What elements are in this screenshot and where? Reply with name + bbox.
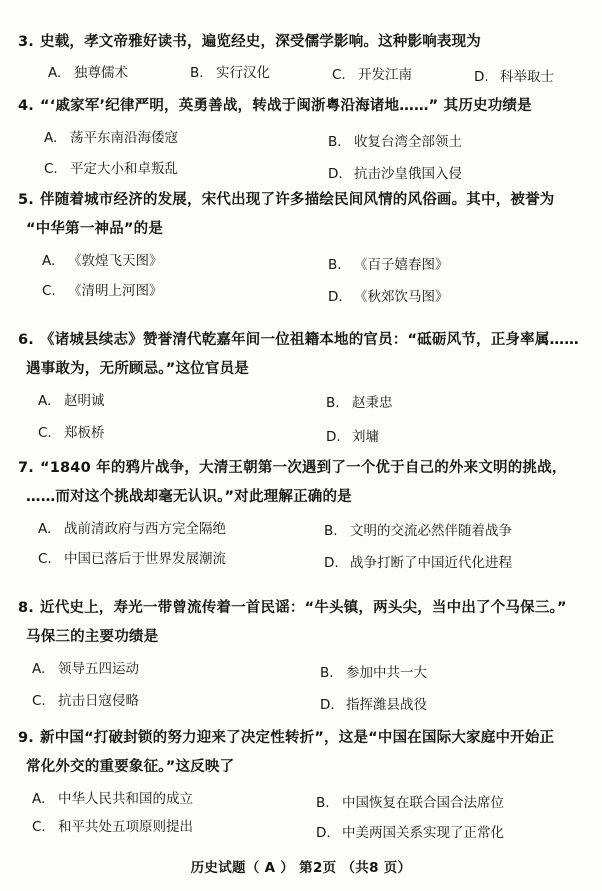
option-c[interactable] bbox=[32, 812, 193, 843]
option-text: 中国已落后于世界发展潮流 bbox=[64, 551, 226, 567]
question-6 bbox=[14, 326, 590, 448]
question-stem bbox=[14, 326, 590, 384]
option-c[interactable] bbox=[44, 154, 178, 185]
stem-line: 遇事敢为，无所顾忌。”这位官员是 bbox=[26, 361, 249, 377]
option-text: 中华人民共和国的成立 bbox=[58, 791, 193, 807]
option-b[interactable] bbox=[328, 250, 449, 281]
option-d[interactable] bbox=[474, 62, 554, 93]
options bbox=[14, 512, 590, 576]
option-text: 抗击日寇侵略 bbox=[58, 693, 139, 709]
option-key: A. bbox=[48, 65, 62, 81]
stem-line: 史载，孝文帝雅好读书，遍览经史，深受儒学影响。这种影响表现为 bbox=[40, 34, 481, 50]
stem-line: 新中国“打破封锁的努力迎来了决定性转折”，这是“中国在国际大家庭中开始正 bbox=[40, 730, 555, 746]
option-key: C. bbox=[32, 693, 46, 709]
question-number: 7. bbox=[18, 460, 34, 476]
option-text: 领导五四运动 bbox=[58, 661, 139, 677]
option-key: A. bbox=[32, 791, 46, 807]
option-key: B. bbox=[320, 665, 334, 681]
question-number: 5. bbox=[18, 192, 34, 208]
stem-line: 常化外交的重要象征。”这反映了 bbox=[26, 759, 235, 775]
option-d[interactable] bbox=[324, 548, 512, 579]
option-text: 战争打断了中国近代化进程 bbox=[350, 555, 512, 571]
options bbox=[14, 57, 590, 91]
option-text: 独尊儒术 bbox=[74, 65, 128, 81]
stem-line: 马保三的主要功绩是 bbox=[26, 629, 159, 645]
option-key: C. bbox=[332, 67, 346, 83]
stem-line: 伴随着城市经济的发展，宋代出现了许多描绘民间风情的风俗画。其中，被誉为 bbox=[40, 192, 555, 208]
options bbox=[14, 652, 590, 716]
option-key: D. bbox=[324, 555, 339, 571]
option-text: 郑板桥 bbox=[64, 425, 105, 441]
option-key: D. bbox=[328, 289, 343, 305]
question-number: 6. bbox=[18, 332, 34, 348]
question-stem bbox=[14, 92, 590, 121]
option-key: C. bbox=[38, 551, 52, 567]
option-text: 文明的交流必然伴随着战争 bbox=[350, 523, 512, 539]
option-key: B. bbox=[328, 134, 342, 150]
option-b[interactable] bbox=[326, 388, 393, 419]
option-text: 指挥潍县战役 bbox=[346, 697, 427, 713]
option-b[interactable] bbox=[324, 516, 512, 547]
option-c[interactable] bbox=[42, 276, 163, 307]
option-text: 收复台湾全部领土 bbox=[354, 134, 462, 150]
question-number: 3. bbox=[18, 34, 34, 50]
option-b[interactable] bbox=[320, 658, 427, 689]
option-key: B. bbox=[326, 395, 340, 411]
question-3 bbox=[14, 28, 590, 91]
question-stem bbox=[14, 28, 590, 57]
option-key: A. bbox=[32, 661, 46, 677]
option-a[interactable] bbox=[48, 58, 128, 89]
option-a[interactable] bbox=[32, 784, 193, 815]
option-key: D. bbox=[326, 429, 341, 445]
option-key: B. bbox=[190, 65, 204, 81]
option-key: D. bbox=[320, 697, 335, 713]
option-key: D. bbox=[316, 825, 331, 841]
option-b[interactable] bbox=[328, 127, 462, 158]
option-text: 刘墉 bbox=[352, 429, 379, 445]
option-text: 《清明上河图》 bbox=[68, 283, 163, 299]
option-key: D. bbox=[328, 166, 343, 182]
stem-line: 近代史上，寿光一带曾流传着一首民谣：“牛头镇，两头尖，当中出了个马保三。” bbox=[40, 600, 567, 616]
option-text: 《秋郊饮马图》 bbox=[354, 289, 449, 305]
stem-line: 《诸城县续志》赞誉清代乾嘉年间一位祖籍本地的官员：“砥砺风节，正身率属…… bbox=[40, 332, 579, 348]
question-stem bbox=[14, 186, 590, 244]
option-b[interactable] bbox=[190, 58, 270, 89]
option-a[interactable] bbox=[42, 246, 163, 277]
stem-line: ……而对这个挑战却毫无认识。”对此理解正确的是 bbox=[26, 489, 352, 505]
option-text: 实行汉化 bbox=[216, 65, 270, 81]
option-c[interactable] bbox=[38, 418, 105, 449]
option-d[interactable] bbox=[328, 282, 449, 313]
options bbox=[14, 782, 590, 846]
option-text: 抗击沙皇俄国入侵 bbox=[354, 166, 462, 182]
option-key: A. bbox=[38, 521, 52, 537]
question-7 bbox=[14, 454, 590, 576]
option-key: C. bbox=[32, 819, 46, 835]
option-key: C. bbox=[44, 161, 58, 177]
option-key: A. bbox=[38, 393, 52, 409]
option-b[interactable] bbox=[316, 788, 504, 819]
option-text: 赵明诚 bbox=[64, 393, 105, 409]
options bbox=[14, 121, 590, 185]
option-d[interactable] bbox=[326, 422, 379, 453]
options bbox=[14, 384, 590, 448]
option-text: 荡平东南沿海倭寇 bbox=[70, 130, 178, 146]
question-number: 4. bbox=[18, 98, 34, 114]
stem-line: “‘戚家军’纪律严明，英勇善战，转战于闽浙粤沿海诸地……” 其历史功绩是 bbox=[40, 98, 532, 114]
option-key: B. bbox=[324, 523, 338, 539]
question-stem bbox=[14, 724, 590, 782]
stem-line: “1840 年的鸦片战争，大清王朝第一次遇到了一个优于自己的外来文明的挑战， bbox=[40, 460, 567, 476]
option-text: 和平共处五项原则提出 bbox=[58, 819, 193, 835]
option-c[interactable] bbox=[32, 686, 139, 717]
option-c[interactable] bbox=[332, 60, 412, 91]
option-a[interactable] bbox=[32, 654, 139, 685]
question-number: 8. bbox=[18, 600, 34, 616]
option-text: 开发江南 bbox=[358, 67, 412, 83]
question-stem bbox=[14, 454, 590, 512]
options bbox=[14, 244, 590, 310]
option-text: 参加中共一大 bbox=[346, 665, 427, 681]
option-text: 赵秉忠 bbox=[352, 395, 393, 411]
option-key: B. bbox=[316, 795, 330, 811]
option-d[interactable] bbox=[316, 818, 504, 849]
option-c[interactable] bbox=[38, 544, 226, 575]
option-a[interactable] bbox=[38, 514, 226, 545]
question-number: 9. bbox=[18, 730, 34, 746]
option-key: C. bbox=[42, 283, 56, 299]
option-text: 《敦煌飞天图》 bbox=[68, 253, 163, 269]
option-key: A. bbox=[44, 130, 58, 146]
page-footer: 历史试题（ A ） 第2页 （共8 页） bbox=[190, 860, 412, 876]
option-text: 科举取士 bbox=[500, 69, 554, 85]
question-5 bbox=[14, 186, 590, 310]
option-a[interactable] bbox=[38, 386, 105, 417]
option-key: A. bbox=[42, 253, 56, 269]
option-text: 中美两国关系实现了正常化 bbox=[342, 825, 504, 841]
question-8 bbox=[14, 594, 590, 716]
option-key: D. bbox=[474, 69, 489, 85]
stem-line: “中华第一神品”的是 bbox=[26, 221, 164, 237]
option-key: C. bbox=[38, 425, 52, 441]
question-stem bbox=[14, 594, 590, 652]
option-key: B. bbox=[328, 257, 342, 273]
option-a[interactable] bbox=[44, 123, 178, 154]
option-d[interactable] bbox=[320, 690, 427, 721]
question-9 bbox=[14, 724, 590, 846]
option-text: 平定大小和卓叛乱 bbox=[70, 161, 178, 177]
option-text: 《百子嬉春图》 bbox=[354, 257, 449, 273]
option-text: 中国恢复在联合国合法席位 bbox=[342, 795, 504, 811]
option-text: 战前清政府与西方完全隔绝 bbox=[64, 521, 226, 537]
question-4 bbox=[14, 92, 590, 185]
